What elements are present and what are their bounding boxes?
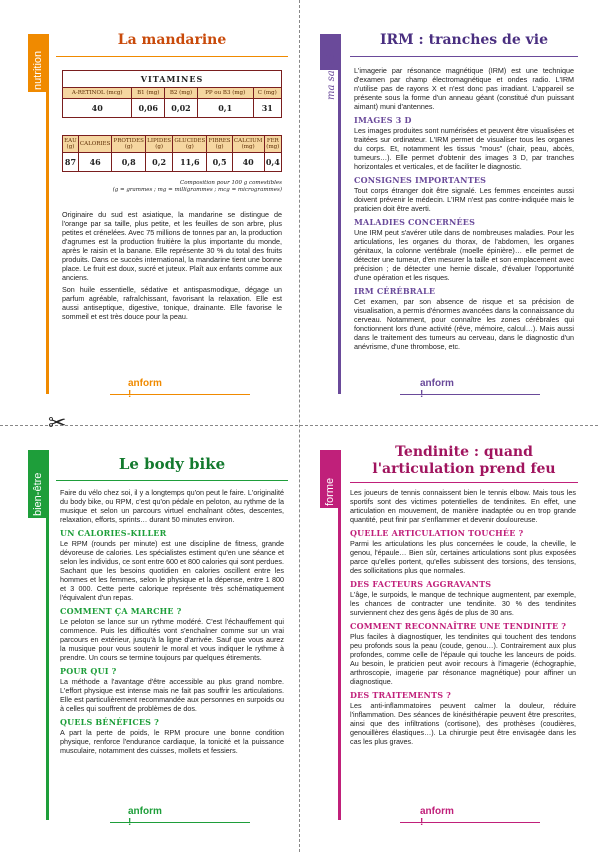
table-value-cell: 40	[232, 153, 264, 172]
table-value-cell: 0,06	[132, 99, 165, 118]
composition-table	[62, 135, 282, 172]
table-header-cell: GLUCIDES (g)	[173, 136, 207, 153]
section-heading: QUELLE ARTICULATION TOUCHÉE ?	[350, 528, 524, 538]
section-label: forme	[324, 477, 336, 506]
table-value-cell: 0,4	[264, 153, 281, 172]
section-heading: IMAGES 3 D	[354, 115, 412, 125]
section-heading: CONSIGNES IMPORTANTES	[354, 175, 487, 185]
section-paragraph: Cet examen, par son absence de risque et sa précision de visualisation, a permis d'énormes avancées dans la connaissance du cerveau. Notamment, pour connaître les zones cérébrales qui fonctionnent lors d'une activité (rêve, mémoire, calcul…). Mais aussi dans le traitement des tumeurs au cerveau, dans le diagnostic d'un anévrisme, d'une thrombose, etc.	[354, 297, 574, 351]
section-heading: COMMENT ÇA MARCHE ?	[60, 606, 182, 616]
section-paragraph: Plus faciles à diagnostiquer, les tendinites qui touchent des tendons peu profonds sous la peau (coude, genou…). Contrairement aux plus profondes, comme celle de l'épaule qui touche les lanceurs de poids. Au besoin, le praticien peut avoir recours à l'imagerie (échographie, arthroscopie, imagerie par résonance magnétique) pour affiner un diagnostique.	[350, 632, 576, 686]
title-rule	[56, 480, 288, 481]
table-value-cell: 31	[253, 99, 281, 118]
vitamins-table	[62, 70, 282, 118]
table-header-cell: C (mg)	[253, 88, 281, 99]
table-header-cell: FIBRES (g)	[207, 136, 232, 153]
table-header-cell: CALCIUM (mg)	[232, 136, 264, 153]
table-header-cell: B2 (mg)	[165, 88, 198, 99]
intro-paragraph: L'imagerie par résonance magnétique (IRM) est une technique d'examen par champ électromagnétique et ondes radio. L'IRM n'utilise pas de rayons X et n'est donc pas irradiant. L'appareil se présente sous la forme d'un anneau géant (constitué d'un puissant aimant) muni d'antennes.	[354, 66, 574, 111]
table-value-cell: 87	[63, 153, 79, 172]
section-paragraph: Tout corps étranger doit être signalé. Les femmes enceintes aussi doivent prévenir le médecin. L'IRM n'est pas contre-indiquée mais le praticien doit être averti.	[354, 186, 574, 213]
table-note-2: (g = grammes ; mg = milligrammes ; mcg = microgrammes)	[112, 187, 282, 193]
page-title: La mandarine	[117, 32, 227, 48]
title-rule	[350, 56, 578, 57]
section-rule	[46, 450, 49, 820]
section-rule	[338, 450, 341, 820]
table-value-cell: 0,02	[165, 99, 198, 118]
title-rule	[56, 56, 288, 57]
brand-footer: anform !	[128, 378, 162, 400]
table-header-cell: A-RETINOL (mcg)	[63, 88, 132, 99]
table-header-cell: FER (mg)	[264, 136, 281, 153]
table-header-cell: CALORIES	[78, 136, 111, 153]
section-rule	[46, 34, 49, 394]
section-paragraph: A part la perte de poids, le RPM procure une bonne condition physique, renforce l'endurance cardiaque, la tonicité et la puissance musculaire, notamment des cuisses, mollets et fessiers.	[60, 728, 284, 755]
section-paragraph: La méthode a l'avantage d'être accessible au plus grand nombre. L'effort physique est intense mais ne fait pas souffrir les articulations. Elle est particulièrement recommandée aux personnes en surpoids ou à celles qui souffrent de problèmes de dos.	[60, 677, 284, 713]
section-paragraph: Le peloton se lance sur un rythme modéré. C'est l'échauffement qui commence. Puis les difficultés vont s'enchaîner comme sur un vrai parcours en extérieur, jusqu'à la ligne d'arrivée. Sauf que vous aurez la musique pour vous soutenir le moral et vous indiquer le rythme à prendre. Un cours se termine toujours par quelques étirements.	[60, 617, 284, 662]
section-heading: UN CALORIES-KILLER	[60, 528, 167, 538]
page-title: IRM : tranches de vie	[380, 32, 548, 48]
section-heading: MALADIES CONCERNÉES	[354, 217, 476, 227]
title-line-2: l'articulation prend feu	[372, 461, 556, 477]
table-header-cell: LIPIDES (g)	[146, 136, 173, 153]
title-rule	[350, 482, 578, 483]
table-value-cell: 40	[63, 99, 132, 118]
vitamins-heading: VITAMINES	[63, 71, 282, 88]
table-note	[62, 180, 282, 194]
section-heading: IRM CÉRÉBRALE	[354, 286, 436, 296]
intro-paragraph: Faire du vélo chez soi, il y a longtemps qu'on peut le faire. L'originalité du body bike, ou RPM, c'est qu'on pédale en peloton, au rythme de la musique et selon un parcours virtuel enchaînant côtes, descentes, relaxation, efforts, sprints… durant 50 minutes environ.	[60, 488, 284, 524]
table-header-cell: B1 (mg)	[132, 88, 165, 99]
table-header-cell: EAU (g)	[63, 136, 79, 153]
section-label: bien-être	[32, 472, 44, 516]
table-header-cell: PP ou B3 (mg)	[197, 88, 253, 99]
title-line-1: Tendinite : quand	[395, 444, 533, 460]
section-heading: DES FACTEURS AGGRAVANTS	[350, 579, 492, 589]
table-header-cell: PROTIDES (g)	[112, 136, 146, 153]
table-note-1: Composition pour 100 g comestibles	[180, 180, 282, 186]
section-paragraph: L'âge, le surpoids, le manque de technique augmentent, par exemple, les chances de contracter une tendinite. 30 % des tendinites surviennent chez des gens âgés de plus de 30 ans.	[350, 590, 576, 617]
section-heading: DES TRAITEMENTS ?	[350, 690, 452, 700]
section-label: nutrition	[32, 50, 44, 90]
intro-paragraph: Les joueurs de tennis connaissent bien le tennis elbow. Mais tous les sportifs sont des victimes potentielles de tendinites. En effet, une articulation en mouvement, de manière inadaptée ou en trop grande quantité, peut finir par s'enflammer et devenir douloureuse.	[350, 488, 576, 524]
section-heading: POUR QUI ?	[60, 666, 117, 676]
article-body	[60, 488, 284, 758]
article-body	[62, 210, 282, 324]
page-title: Le body bike	[118, 455, 226, 473]
brand-footer: anform !	[420, 806, 454, 828]
paragraph: Originaire du sud est asiatique, la mandarine se distingue de l'orange par sa taille, plus petite, et les feuilles de son arbre, plus petites et crénelées. Avec 75 millions de tonnes par an, la production d'agrumes est la production fruitière la plus importante du monde, après le raisin et la banane. Elle représente 30 % du total des fruits produits. Dans ce succès international, la mandarine tient une bonne place. Le fruit est doux, sucré et juteux. Plaît aux enfants comme aux anciens.	[62, 210, 282, 282]
brand-footer: anform !	[420, 378, 454, 400]
table-value-cell: 11,6	[173, 153, 207, 172]
section-paragraph: Les anti-inflammatoires peuvent calmer la douleur, réduire l'inflammation. Des séances de kinésithérapie peuvent être prescrites, ainsi que des infiltrations (cortisone), des prothèses (coudières, genouillères élastiques…). La chirurgie peut être envisagée dans les cas les plus graves.	[350, 701, 576, 746]
brand-footer: anform !	[128, 806, 162, 828]
scissors-icon: ✂	[48, 410, 67, 435]
section-paragraph: Parmi les articulations les plus concernées le coude, la cheville, le genou, l'épaule… Bien sûr, certaines articulations sont plus exposées parce qu'elles portent, qu'elles subissent des torsions, des tensions, des sollicitations plus que normales.	[350, 539, 576, 575]
table-value-cell: 46	[78, 153, 111, 172]
table-value-cell: 0,8	[112, 153, 146, 172]
section-paragraph: Le RPM (rounds per minute) est une discipline de fitness, grande dévoreuse de calories. Les spécialistes estiment qu'en une séance et selon les individus, ce sont entre 600 et 800 calories qui sont perdues. Sachant que les besoins quotidien en calories oscillent entre les hommes et les femmes, selon le physique et la dépense, entre 1 800 et 3 000. Cette perte calorique représente très schématiquement l'équivalent d'un repas.	[60, 539, 284, 602]
section-heading: QUELS BÉNÉFICES ?	[60, 717, 160, 727]
section-paragraph: Les images produites sont numérisées et peuvent être visualisées et traitées sur ordinateur. L'IRM permet de visualiser tous les organes du corps. Et, notamment les tissus "mous" (chair, peau, abcès, tumeurs…). Elle permet d'obtenir des images 3 D, par tranches horizontales et verticales, et de faciliter le diagnostic.	[354, 126, 574, 171]
paragraph: Son huile essentielle, sédative et antispasmodique, dégage un parfum agréable, rafraîchissant, favorisant la relaxation. Elle est aussi antiseptique, digestive, tonique, drainante. Elle favorise le sommeil et est très douce pour la peau.	[62, 285, 282, 321]
page-title	[350, 444, 578, 478]
table-value-cell: 0,5	[207, 153, 232, 172]
section-paragraph: Une IRM peut s'avérer utile dans de nombreuses maladies. Pour les articulations, les organes du thorax, de l'abdomen, les organes génitaux, la colonne vertébrale (moelle épinière)… elle permet de détecter une tumeur, d'en mesurer la taille et son emplacement avec précision ; de détecter une hernie discale, d'évaluer l'opportunité d'une opération et les risques.	[354, 228, 574, 282]
section-rule	[338, 34, 341, 394]
section-heading: COMMENT RECONNAÎTRE UNE TENDINITE ?	[350, 621, 567, 631]
table-value-cell: 0,2	[146, 153, 173, 172]
article-body	[350, 488, 576, 749]
table-value-cell: 0,1	[197, 99, 253, 118]
section-label: ma santé	[326, 53, 337, 100]
article-body	[354, 66, 574, 354]
cut-line-vertical	[299, 0, 300, 852]
